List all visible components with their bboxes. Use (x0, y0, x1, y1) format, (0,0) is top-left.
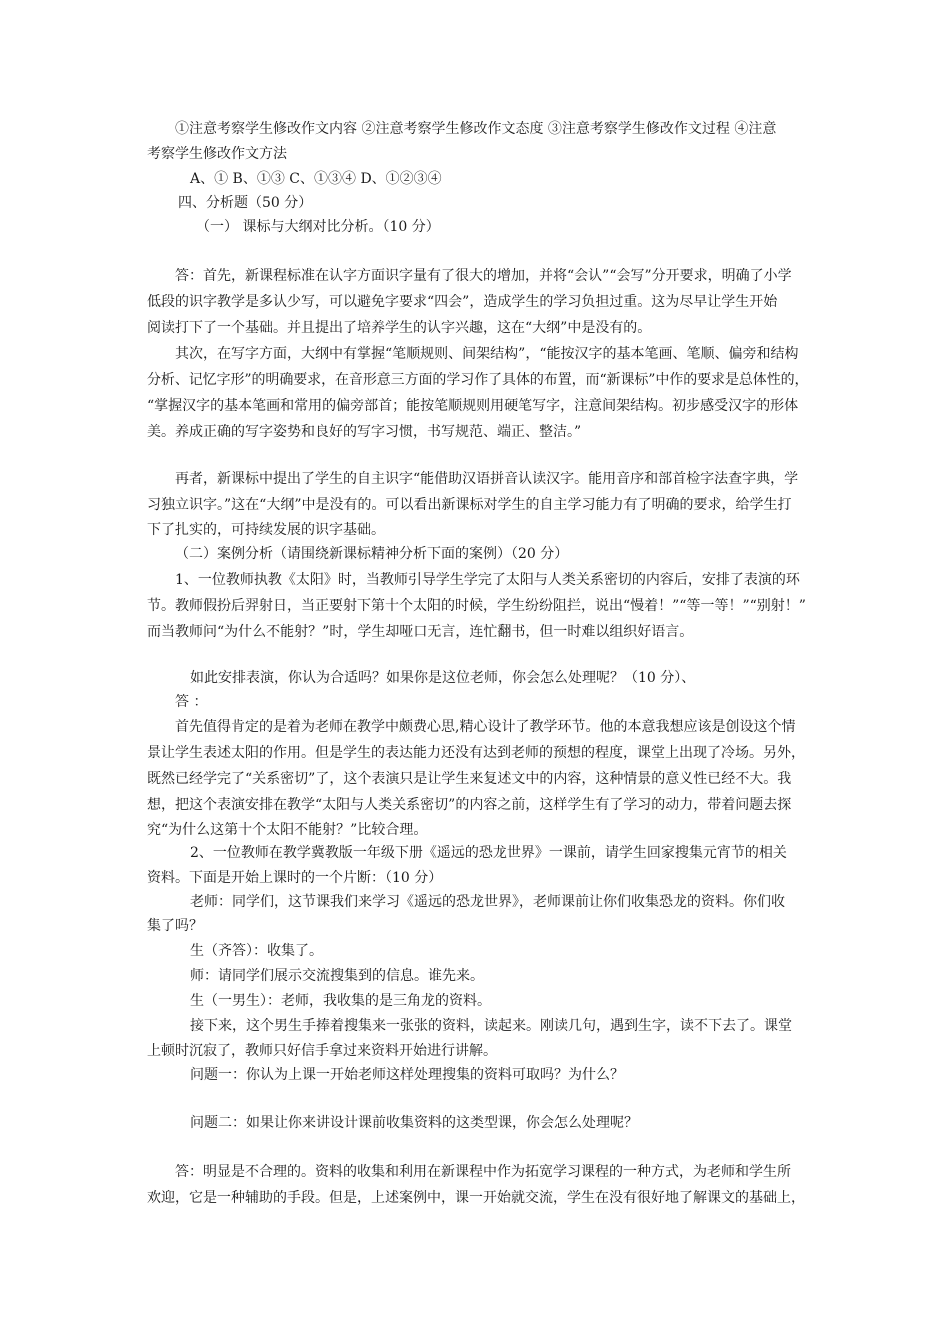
answer-1-para-3-line-3: 下了扎实的，可持续发展的识字基础。 (147, 522, 385, 538)
case-2-answer-line-1: 答：明显是不合理的。资料的收集和利用在新课程中作为拓宽学习课程的一种方式，为老师和学生所 (175, 1164, 791, 1180)
question-one: 问题一：你认为上课一开始老师这样处理搜集的资料可取吗？为什么？ (190, 1067, 624, 1083)
case-1-answer-label: 答 ： (175, 694, 208, 710)
case-1-line-2: 节。教师假扮后羿射日，当正要射下第十个太阳的时候，学生纷纷阻拦，说出“慢着！”“等一等！”“别射！” (147, 598, 806, 614)
option-list-line-1: ①注意考察学生修改作文内容 ②注意考察学生修改作文态度 ③注意考察学生修改作文过程 ④注意 (175, 121, 777, 137)
dialogue-teacher-2: 师：请同学们展示交流搜集到的信息。谁先来。 (190, 968, 484, 984)
subsection-heading-2: （二）案例分析（请围绕新课标精神分析下面的案例）（20 分） (175, 546, 569, 562)
subsection-heading-1: （一） 课标与大纲对比分析。（10 分） (196, 219, 440, 235)
section-heading: 四、分析题（50 分） (178, 195, 313, 211)
case-1-line-1: 1、一位教师执教《太阳》时，当教师引导学生学完了太阳与人类关系密切的内容后，安排了表演的环 (175, 572, 800, 588)
answer-1-para-3-line-1: 再者，新课标中提出了学生的自主识字“能借助汉语拼音认读汉字。能用音序和部首检字法查字典，学 (175, 471, 799, 487)
answer-1-line-1: 答：首先，新课程标准在认字方面识字量有了很大的增加，并将“会认”“会写”分开要求，明确了小学 (175, 268, 792, 284)
answer-1-para-2-line-2: 分析、记忆字形”的明确要求，在音形意三方面的学习作了具体的布置，而“新课标”中作的要求是总体性的， (147, 372, 809, 388)
answer-1-line-3: 阅读打下了一个基础。并且提出了培养学生的认字兴趣，这在“大纲”中是没有的。 (147, 320, 652, 336)
dialogue-teacher-1-line-1: 老师：同学们，这节课我们来学习《遥远的恐龙世界》，老师课前让你们收集恐龙的资料。你们收 (190, 894, 785, 910)
case-1-answer-line-2: 景让学生表述太阳的作用。但是学生的表达能力还没有达到老师的预想的程度，课堂上出现了冷场。另外， (147, 745, 805, 761)
answer-1-para-2-line-1: 其次，在写字方面，大纲中有掌握“笔顺规则、间架结构”，“能按汉字的基本笔画、笔顺、偏旁和结构 (175, 346, 799, 362)
answer-1-para-2-line-4: 美。养成正确的写字姿势和良好的写字习惯，书写规范、端正、整洁。” (147, 424, 582, 440)
option-list-line-2: 考察学生修改作文方法 (147, 146, 287, 162)
answer-1-line-2: 低段的识字教学是多认少写，可以避免字要求“四会”，造成学生的学习负担过重。这为尽早让学生开始 (147, 294, 778, 310)
dialogue-teacher-1-line-2: 集了吗？ (147, 918, 203, 934)
dialogue-boy: 生（一男生）：老师，我收集的是三角龙的资料。 (190, 993, 491, 1009)
answer-choices: A、① B、①③ C、①③④ D、①②③④ (190, 171, 442, 187)
case-1-question: 如此安排表演，你认为合适吗？如果你是这位老师，你会怎么处理呢？（10 分）、 (190, 670, 696, 686)
answer-1-para-3-line-2: 习独立识字。”这在“大纲”中是没有的。可以看出新课标对学生的自主学习能力有了明确的要求，给学生打 (147, 497, 792, 513)
case-2-line-2: 资料。下面是开始上课时的一个片断：（10 分） (147, 870, 443, 886)
answer-1-para-2-line-3: “掌握汉字的基本笔画和常用的偏旁部首；能按笔顺规则用硬笔写字，注意间架结构。初步感受汉字的形体 (147, 398, 799, 414)
case-2-line-1: 2、一位教师在教学冀教版一年级下册《遥远的恐龙世界》一课前，请学生回家搜集元宵节的相关 (190, 845, 787, 861)
question-two: 问题二：如果让你来讲设计课前收集资料的这类型课，你会怎么处理呢？ (190, 1115, 638, 1131)
case-1-answer-line-1: 首先值得肯定的是着为老师在教学中颇费心思,精心设计了教学环节。他的本意我想应该是创设这个情 (175, 719, 796, 735)
case-1-answer-line-5: 究“为什么这第十个太阳不能射？”比较合理。 (147, 822, 428, 838)
case-2-answer-line-2: 欢迎，它是一种辅助的手段。但是，上述案例中，课一开始就交流，学生在没有很好地了解课文的基础上， (147, 1190, 805, 1206)
narration-line-1: 接下来，这个男生手捧着搜集来一张张的资料，读起来。刚读几句，遇到生字，读不下去了。课堂 (190, 1018, 792, 1034)
case-1-answer-line-4: 想，把这个表演安排在教学“太阳与人类关系密切”的内容之前，这样学生有了学习的动力，带着问题去探 (147, 797, 792, 813)
case-1-line-3: 而当教师问“为什么不能射？”时，学生却哑口无言，连忙翻书，但一时难以组织好语言。 (147, 624, 694, 640)
narration-line-2: 上顿时沉寂了，教师只好信手拿过来资料开始进行讲解。 (147, 1043, 497, 1059)
dialogue-students: 生（齐答）：收集了。 (190, 943, 323, 959)
case-1-answer-line-3: 既然已经学完了“关系密切”了，这个表演只是让学生来复述文中的内容，这种情景的意义性已经不大。我 (147, 771, 792, 787)
